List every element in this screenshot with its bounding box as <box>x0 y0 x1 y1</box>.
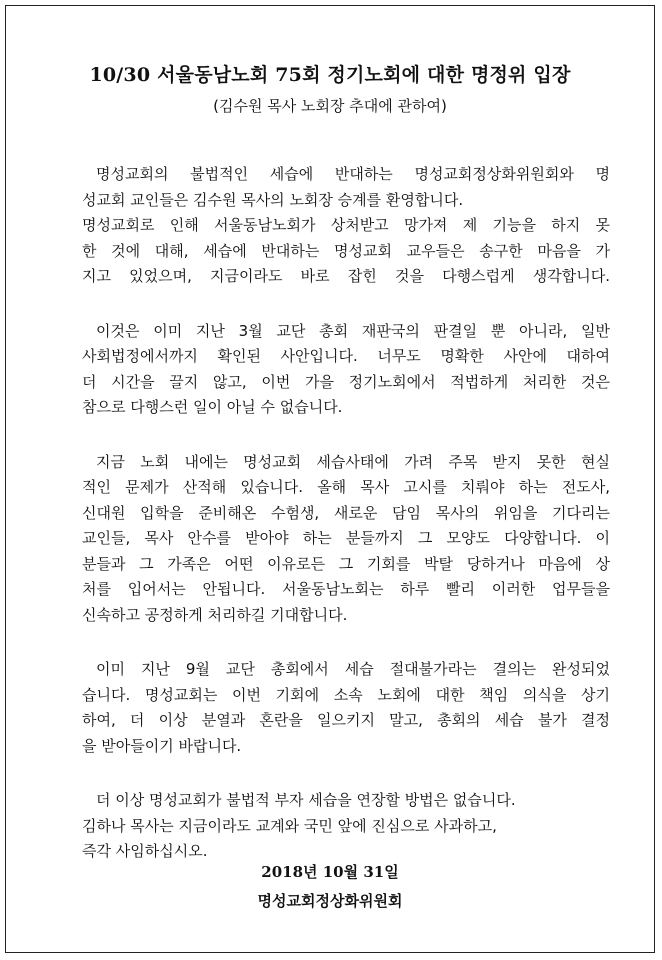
document-signature: 명성교회정상화위원회 <box>257 892 403 910</box>
paragraph-line: 즉각 사임하십시오. <box>82 842 208 860</box>
paragraph-line: 이미 지난 9월 교단 총회에서 세습 절대불가라는 결의는 완성되었 <box>96 660 610 678</box>
paragraph-line: 이것은 이미 지난 3월 교단 총회 재판국의 판결일 뿐 아니라, 일반 <box>96 321 610 340</box>
paragraph-line: 더 시간을 끌지 않고, 이번 가을 정기노회에서 적법하게 처리한 것은 <box>82 372 610 391</box>
paragraph-line: 처를 입어서는 안됩니다. 서울동남노회는 하루 빨리 이러한 업무들을 <box>82 580 610 598</box>
document-date: 2018년 10월 31일 <box>261 863 399 881</box>
paragraph-line: 지고 있었으며, 지금이라도 바로 잡힌 것을 다행스럽게 생각합니다. <box>82 267 610 285</box>
paragraph-2 <box>82 319 610 421</box>
paragraph-3 <box>82 450 610 629</box>
paragraph-1 <box>82 162 610 290</box>
paragraph-line: 성교회 교인들은 김수원 목사의 노회장 승계를 환영합니다. <box>82 190 464 209</box>
document-subtitle: (김수원 목사 노회장 추대에 관하여) <box>213 97 447 115</box>
document-page <box>5 5 655 953</box>
paragraph-line: 적인 문제가 산적해 있습니다. 올해 목사 고시를 치뤄야 하는 전도사, <box>82 478 610 496</box>
paragraph-line: 한 것에 대해, 세습에 반대하는 명성교회 교우들은 송구한 마음을 가 <box>82 241 610 260</box>
paragraph-line: 교인들, 목사 안수를 받아야 하는 분들까지 그 모양도 다양합니다. 이 <box>82 529 610 547</box>
paragraph-line: 명성교회로 인해 서울동남노회가 상처받고 망가져 제 기능을 하지 못 <box>82 216 610 234</box>
paragraph-5 <box>82 788 610 865</box>
paragraph-line: 명성교회의 불법적인 세습에 반대하는 명성교회정상화위원회와 명 <box>96 165 610 183</box>
paragraph-line: 분들과 그 가족은 어떤 이유로든 그 기회를 박탈 당하거나 마음에 상 <box>82 554 610 573</box>
paragraph-line: 더 이상 명성교회가 불법적 부자 세습을 연장할 방법은 없습니다. <box>96 791 516 809</box>
paragraph-line: 참으로 다행스런 일이 아닐 수 없습니다. <box>82 398 343 416</box>
document-title: 10/30 서울동남노회 75회 정기노회에 대한 명정위 입장 <box>89 64 571 86</box>
paragraph-line: 사회법정에서까지 확인된 사안입니다. 너무도 명확한 사안에 대하여 <box>82 347 610 365</box>
paragraph-line: 김하나 목사는 지금이라도 교계와 국민 앞에 진심으로 사과하고, <box>82 816 497 835</box>
paragraph-4 <box>82 657 610 759</box>
paragraph-line: 지금 노회 내에는 명성교회 세습사태에 가려 주목 받지 못한 현실 <box>96 452 610 471</box>
paragraph-line: 습니다. 명성교회는 이번 기회에 소속 노회에 대한 책임 의식을 상기 <box>82 685 610 704</box>
paragraph-line: 하여, 더 이상 분열과 혼란을 일으키지 말고, 총회의 세습 불가 결정 <box>82 711 610 729</box>
document-body <box>82 162 610 894</box>
paragraph-line: 신대원 입학을 준비해온 수험생, 새로운 담임 목사의 위임을 기다리는 <box>82 503 610 522</box>
paragraph-line: 을 받아들이기 바랍니다. <box>82 736 242 755</box>
paragraph-line: 신속하고 공정하게 처리하길 기대합니다. <box>82 605 348 624</box>
